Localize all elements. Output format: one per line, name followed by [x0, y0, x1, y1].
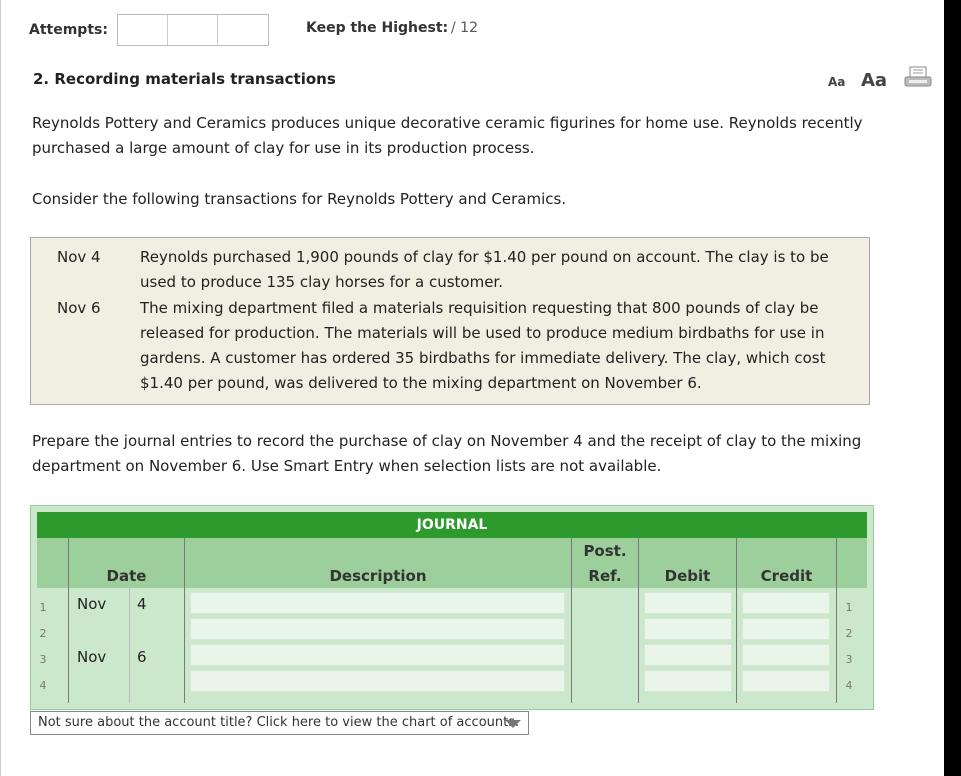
- description-input-2[interactable]: [190, 618, 565, 640]
- header-post-label: Post.: [583, 542, 627, 560]
- row-number-right: 2: [845, 627, 853, 640]
- print-icon[interactable]: [904, 66, 932, 88]
- attempt-box-2: [168, 15, 218, 45]
- font-size-small-button[interactable]: Aa: [828, 75, 846, 89]
- transactions-box: [30, 237, 870, 405]
- header-description: [185, 538, 571, 588]
- header-debit: [639, 538, 736, 588]
- description-input-4[interactable]: [190, 670, 565, 692]
- attempts-row: [29, 14, 269, 46]
- debit-input-1[interactable]: [644, 592, 732, 614]
- row-day: 6: [137, 648, 147, 666]
- keep-highest-label: Keep the Highest:: [306, 20, 449, 36]
- header-debit-label: Debit: [664, 567, 711, 585]
- transaction-date: Nov 6: [57, 299, 101, 317]
- instructions-paragraph: Prepare the journal entries to record the purchase of clay on November 4 and the receipt of clay to the mixing department on November 6. Use Smart Entry when selection lists are not available.: [32, 432, 862, 475]
- row-month: Nov: [77, 595, 107, 613]
- row-number-right: 1: [845, 601, 853, 614]
- grid-line: [184, 538, 185, 703]
- row-number-right: 3: [845, 653, 853, 666]
- row-number: 3: [39, 653, 47, 666]
- transaction-text: Reynolds purchased 1,900 pounds of clay for $1.40 per pound on account. The clay is to be used to produce 135 clay horses for a customer.: [140, 248, 829, 291]
- header-credit-label: Credit: [760, 567, 813, 585]
- debit-input-4[interactable]: [644, 670, 732, 692]
- row-number: 4: [39, 679, 47, 692]
- header-date: [69, 538, 184, 588]
- chart-of-accounts-link[interactable]: [30, 711, 529, 735]
- row-number: 2: [39, 627, 47, 640]
- chart-of-accounts-label: Not sure about the account title? Click here to view the chart of accounts.: [38, 715, 520, 730]
- keep-highest-score: / 12: [451, 20, 478, 36]
- row-number: 1: [39, 601, 47, 614]
- grid-line: [571, 538, 572, 703]
- debit-input-3[interactable]: [644, 644, 732, 666]
- attempt-box-3: [218, 15, 268, 45]
- grid-line: [736, 538, 737, 703]
- header-date-label: Date: [106, 567, 147, 585]
- header-post-ref: [572, 538, 638, 588]
- intro-paragraph: Reynolds Pottery and Ceramics produces unique decorative ceramic figurines for home use. Reynolds recently purchased a large amount of clay for use in its production process.: [32, 114, 863, 157]
- row-day: 4: [137, 595, 147, 613]
- transaction-date: Nov 4: [57, 248, 101, 266]
- header-rownum-right: [837, 538, 867, 588]
- transaction-text: The mixing department filed a materials requisition requesting that 800 pounds of clay be released for production. The materials will be used to produce medium birdbaths for use in gardens. A customer has ordered 35 birdbaths for immediate delivery. The clay, which cost $1.40 per pound, was delivered to the mixing department on November 6.: [140, 299, 826, 392]
- row-number-right: 4: [845, 679, 853, 692]
- journal-title: JOURNAL: [37, 512, 867, 538]
- header-rownum: [37, 538, 68, 588]
- grid-line: [129, 588, 130, 703]
- description-input-1[interactable]: [190, 592, 565, 614]
- credit-input-1[interactable]: [742, 592, 830, 614]
- journal-table: [30, 505, 874, 710]
- header-ref-label: Ref.: [588, 567, 622, 585]
- grid-line: [68, 538, 69, 703]
- description-input-3[interactable]: [190, 644, 565, 666]
- credit-input-4[interactable]: [742, 670, 830, 692]
- attempt-boxes: [117, 14, 269, 46]
- header-description-label: Description: [329, 567, 427, 585]
- question-title: 2. Recording materials transactions: [33, 70, 336, 88]
- credit-input-2[interactable]: [742, 618, 830, 640]
- attempts-label: Attempts:: [29, 22, 108, 38]
- row-month: Nov: [77, 648, 107, 666]
- consider-paragraph: Consider the following transactions for Reynolds Pottery and Ceramics.: [32, 190, 567, 208]
- grid-line: [638, 538, 639, 703]
- font-size-large-button[interactable]: Aa: [861, 70, 888, 91]
- header-credit: [737, 538, 836, 588]
- chevron-down-icon: [505, 720, 521, 728]
- debit-input-2[interactable]: [644, 618, 732, 640]
- attempt-box-1: [118, 15, 168, 45]
- grid-line: [836, 538, 837, 703]
- credit-input-3[interactable]: [742, 644, 830, 666]
